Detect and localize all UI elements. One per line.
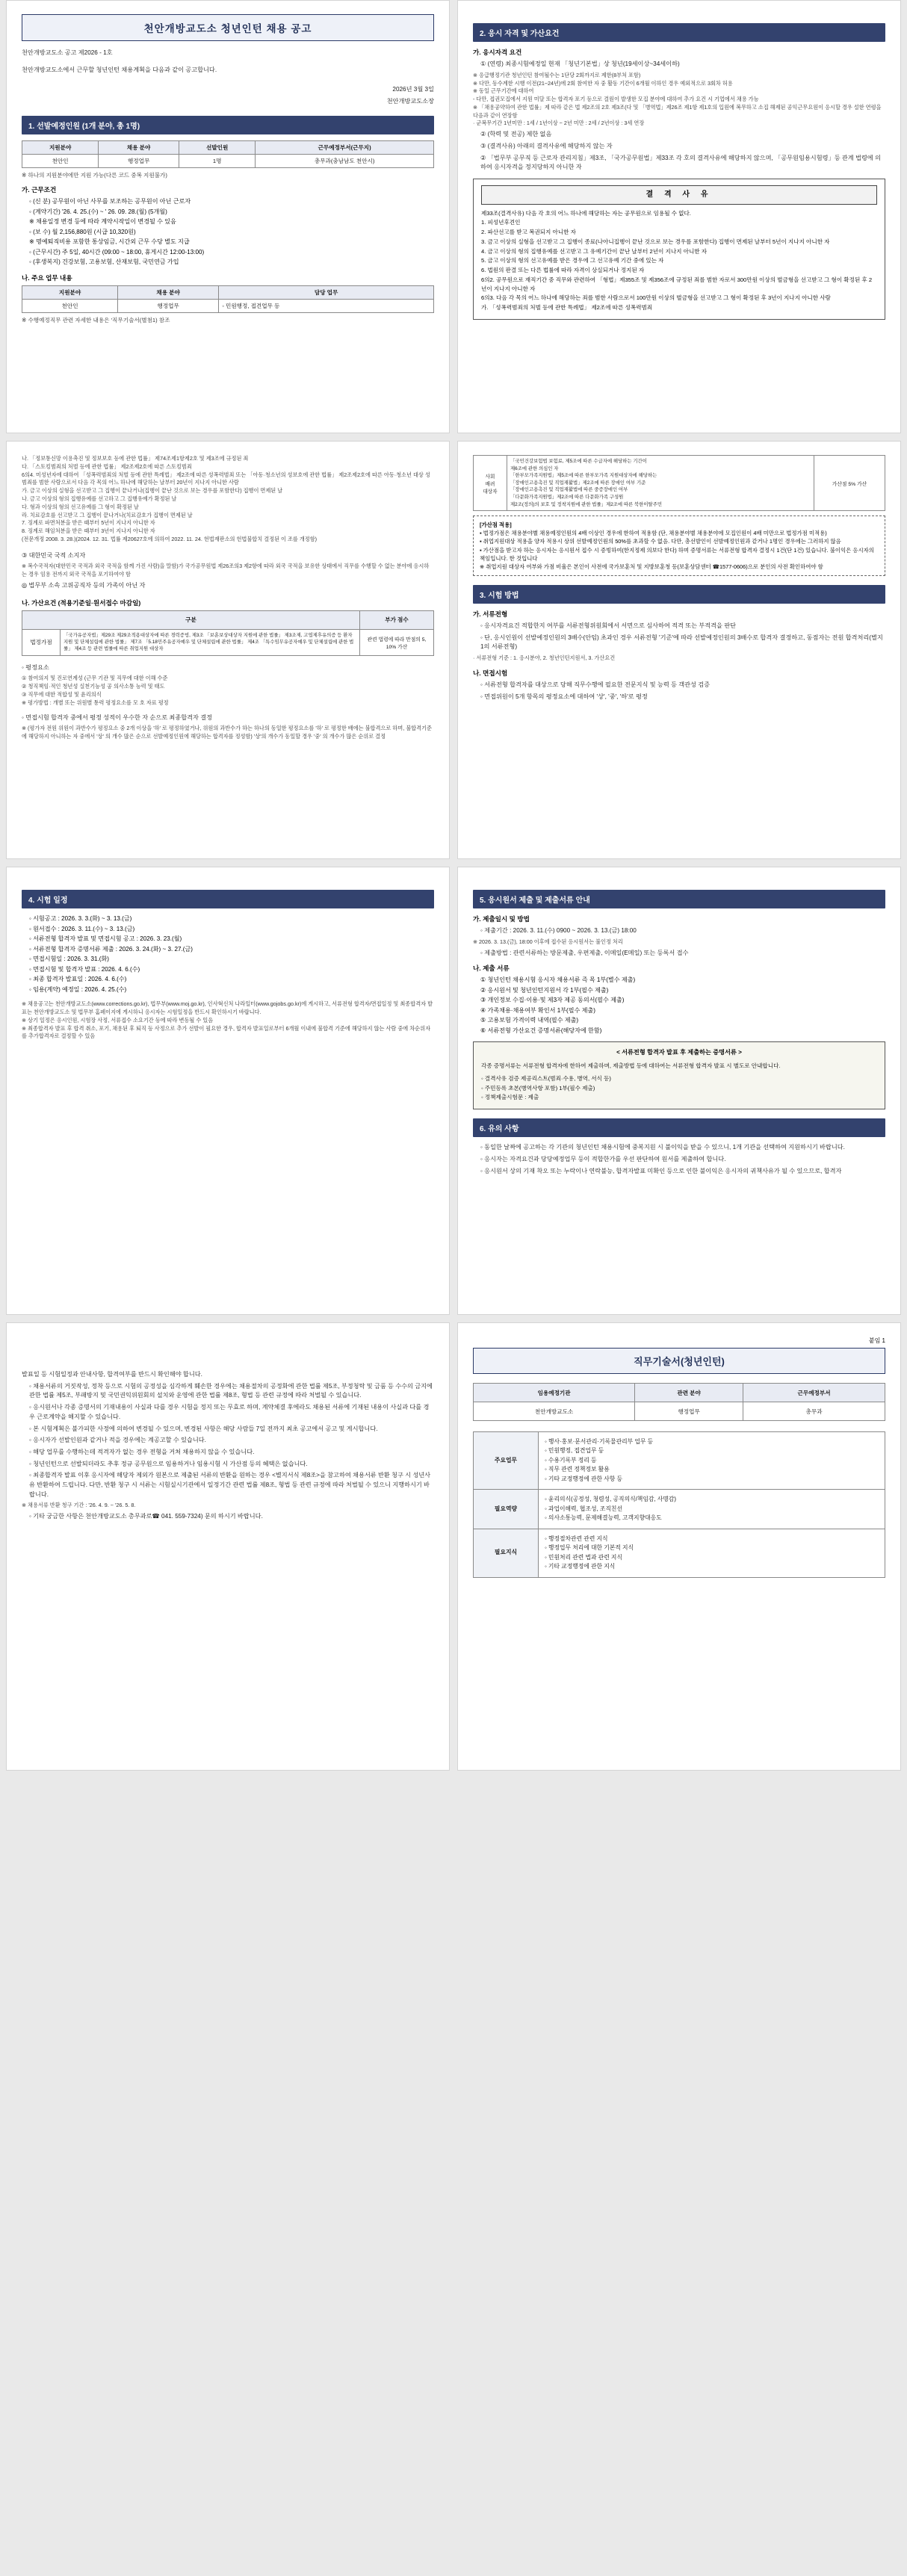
post-screening-title: < 서류전형 합격자 발표 후 제출하는 증명서류 >	[616, 1049, 742, 1056]
law-clause: 8. 징계로 해임처분을 받은 때부터 3년이 지나지 아니한 자	[22, 527, 155, 535]
submission-note: ※ 2026. 3. 13.(금), 18:00 이후에 접수된 응시원서는 불인정 처리	[473, 938, 623, 945]
th-category: 채용 분야	[99, 140, 179, 154]
interview-item: ◦ 서류전형 합격자를 대상으로 당해 직무수행에 필요한 전문지식 및 능력 등 객관성 검증	[480, 681, 711, 688]
document-screening-criteria: · 서류전형 기준 : 1. 응시분야, 2. 청년인턴지원서, 3. 가산요건	[473, 654, 616, 662]
line: ◦ 행정업무 처리에 대한 기본적 지식	[545, 1544, 634, 1552]
list-item: ④ 가족채용·채용여부 확인서 1부(필수 제출)	[480, 1006, 595, 1014]
line: ◦ 직무 관련 정책정보 활용	[545, 1466, 610, 1473]
disqualification-item: 4. 금고 이상의 형의 집행유예를 선고받고 그 유예기간이 끝난 날부터 2년이 지나지 아니한 자	[481, 247, 708, 255]
section-5-heading: 5. 응시원서 제출 및 제출서류 안내	[473, 890, 885, 908]
submission-item: ◦ 제출기간 : 2026. 3. 11.(수) 0900 ~ 2026. 3. 13.(금) 18:00	[480, 927, 637, 934]
disqualification-item: 6의2. 공무원으로 재직기간 중 직무와 관련하여 「형법」제355조 및 제356조에 규정된 죄를 범한 자로서 300만원 이상의 벌금형을 선고받고 그 형이 확정된 후 2년이 지나지 아니한 자	[481, 276, 873, 292]
cell-applicant-label: 사회 배려 대상자	[474, 456, 507, 511]
qualification-title: 가. 응시자격 요건	[473, 49, 522, 56]
disqualification-item: 6. 법원의 판결 또는 다른 법률에 따라 자격이 상실되거나 정지된 자	[481, 267, 645, 274]
th-division: 구분	[22, 610, 360, 629]
list-item: ◦ 임용(계약) 예정일 : 2026. 4. 25.(수)	[29, 985, 127, 993]
qualification-sub: ※ 응급행정기관 청년인턴 참여될수는 1단당 2회까지로 제한(8부처 포함)	[473, 71, 641, 78]
schedule-list	[22, 914, 434, 994]
law-clause: (전문개정 2008. 3. 28.)(2024. 12. 31. 법률 제20627호에 의하여 2022. 11. 24. 헌법재판소의 헌법불합치 결정된 이 조를 개정함)	[22, 535, 318, 542]
law-clause: 나. 「정보통신망 이용촉진 및 정보보호 등에 관한 법률」 제74조제1항제2호 및 제3조에 규정된 죄	[22, 455, 249, 462]
list-item: ◦ (보 수) 월 2,156,880원 (시급 10,320원)	[29, 228, 136, 235]
notice-issuer: 천안개방교도소장	[386, 98, 434, 105]
cell-field: 천안인	[22, 299, 118, 312]
schedule-note: ※ 상기 일정은 응시인원, 시험장 사정, 서류접수 소요기간 등에 따라 변동될 수 있음	[22, 1016, 214, 1024]
list-item: ◦ (후생복지) 건강보험, 고용보험, 산재보험, 국민연금 가입	[29, 258, 179, 266]
qualification-sub: - 다만, 접권모집에서 지원 미달 또는 합격자 포기 등으로 결원이 발생한 모집 분야에 대하여 추가 요건 시 기업에서 채용 가능	[473, 96, 759, 103]
line: ◦ 의사소통능력, 문제해결능력, 고객지향대응도	[545, 1514, 662, 1522]
qualification-item: ① (연령) 최종시험예정일 현재 「청년기본법」상 청년(19세이상~34세이하)	[480, 61, 680, 67]
law-clause: 가. 금고 이상의 실형을 선고받고 그 집행이 끝나거나(집행이 끝난 것으로 보는 경우를 포함한다) 집행이 면제된 날	[22, 487, 283, 495]
th-dept: 근무예정부서(근무지)	[256, 140, 434, 154]
selection-count-table	[22, 140, 434, 168]
caution-item: ◦ 동일한 날짜에 공고하는 각 기관의 청년인턴 채용시험에 중복지원 시 불이익을 받을 수 있으니, 1개 기관을 선택하여 지원하시기 바랍니다.	[480, 1144, 845, 1151]
cell-organization: 천안개방교도소	[474, 1402, 635, 1421]
page-row-3	[0, 867, 907, 1315]
table-row	[22, 629, 434, 655]
post-screening-docs-box	[473, 1041, 885, 1109]
post-screening-item: ◦ 결격사유 검증 제공리스트(범죄·수용, 병역, 서식 등)	[481, 1074, 611, 1082]
evaluation-item: ① 참여의지 및 진로연계성 (근무 기관 및 직무에 대한 이해 수준	[22, 675, 168, 682]
cell-category: 행정업무	[99, 154, 179, 167]
list-item: ※ 명예퇴직비용 포함한 통상임금, 시간외 근무 수당 별도 지급	[29, 238, 190, 246]
main-duties-table	[22, 285, 434, 313]
list-item: ◦ 서류전형 합격자 증명서류 제출 : 2026. 3. 24.(화) ~ 3. 27.(금)	[29, 945, 193, 953]
post-screening-item: ◦ 주민등록 초본(병역사항 포함) 1부(필수 제출)	[481, 1084, 595, 1092]
cell-bonus-rate: 가산점 5% 가산	[814, 456, 885, 511]
table-row	[22, 299, 434, 312]
attachment-label: 붙임 1	[868, 1337, 885, 1344]
final-selection-note: ◦ 면접시험 합격자 중에서 평정 성적이 우수한 자 순으로 최종합격자 결정	[22, 713, 213, 721]
job-detail-table	[473, 1431, 885, 1578]
qualification-sub: ※ 다만, 동수계한 시행 이전(21~24년)에 2회 참여한 자 중 활동 기간이 6개월 이하인 경우 예외적으로 3회차 허용	[473, 79, 733, 87]
caution-continued: ◦ 청년인턴으로 선발되더라도 추후 정규 공무원으로 임용하거나 임용시험 시 가산점 등의 혜택은 없습니다.	[29, 1460, 308, 1467]
cell-knowledge	[539, 1529, 885, 1577]
caution-continued: ◦ 최종합격자 발표 이후 응시자에 해당자 제외가 원본으로 제출된 서류의 반환을 원하는 경우 <별지서식 제8조>을 참고하여 채용서류 반환 청구 시 성년사유 반환하여 드립니다. 다만, 반환 청구 시 서류는 시험실시기관에서 일정기간 관련 법률 제8조, 형법 등 관련 규정에 따라 처벌될 수 있으니 지행하시기 바랍니다.	[29, 1472, 431, 1498]
law-reference: ② 「법무부 공무직 등 근로자 관리지침」제3조, 「국가공무원법」제33조 각 호의 결격사유에 해당하지 않으며, 「공무원임용시험령」등 관계 법령에 의하여 응시자격을 정지당하지 아니한 자	[480, 154, 881, 171]
disqualification-intro: 제33조(결격사유) 다음 각 호의 어느 하나에 해당하는 자는 공무원으로 임용될 수 없다.	[481, 209, 691, 217]
sheet-3-right	[457, 867, 901, 1315]
sheet-1-left	[6, 0, 450, 433]
evaluation-item: ② 청직책임·적인 청년성 실천기능성 공 의사소통 능력 및 태도	[22, 683, 165, 690]
law-clause: 6의4. 미성년자에 대하여 「성폭력범죄의 처벌 등에 관한 특례법」 제2조에 따른 성폭력범죄 또는 「아동·청소년의 성보호에 관한 법률」 제2조제2호에 따른 아동·청소년 대상 성범죄를 범한 사람으로서 다음 각 목의 어느 하나에 해당하는 날부터 20년이 지나지 아니한 사람	[22, 471, 430, 486]
list-item: ◦ 면접시험 및 합격자 발표 : 2026. 4. 6.(수)	[29, 965, 140, 973]
section-4-heading: 4. 시험 일정	[22, 890, 434, 908]
cell-category-knowledge: 필요지식	[474, 1529, 539, 1577]
disqualification-item: 1. 피성년후견인	[481, 219, 521, 226]
list-item: ◦ (근무시간) 주 5일, 40시간 (09:00 ~ 18:00, 휴게시간 12:00-13:00)	[29, 248, 205, 256]
qualification-sub: ※ 동일 근무기간에 대하여	[473, 87, 534, 95]
evaluation-title: ◦ 평정요소	[22, 663, 49, 671]
family-restriction: ◎ 법무부 소속 고위공직자 등의 가족이 아닌 자	[22, 582, 146, 589]
th-field: 지원분야	[22, 285, 118, 299]
disqualification-item: 가. 「성폭력범죄의 처벌 등에 관한 특례법」 제2조에 따른 성폭력범죄	[481, 304, 653, 312]
sheet-4-right	[457, 1322, 901, 1771]
post-screening-item: ◦ 정책제출시험문 : 제출	[481, 1094, 539, 1101]
line: 제2조(정의)의 보호 및 정착지원에 관한 법률」제2조에 따른 북한이탈주민	[510, 501, 663, 507]
evaluation-method: ※ 평가방법 : 개별 또는 위원별 통력 평정요소를 모 호 자료 평정	[22, 699, 169, 706]
bonus-box-item: ▪ 가산점을 받고자 하는 응시자는 응시원서 접수 시 증빙하여(한지정제 의보다 한다) 하며 증명서류는 서류전형 합격자 결정시 1건(단 1건) 있습니다. 불이익은 응시자의 책임입니다. 한 것입니다	[480, 546, 874, 562]
line: ◦ 윤리의식(공정성, 청렴성, 공직의식/책임감, 사명감)	[545, 1496, 676, 1503]
law-clause: 다. 「스토킹범죄의 처벌 등에 관한 법률」 제2조제2호에 따른 스토킹범죄	[22, 462, 192, 470]
page-row-2	[0, 441, 907, 859]
disqualification-box	[473, 179, 885, 320]
notice-number: 천안개방교도소 공고 제2026 - 1호	[22, 49, 113, 56]
table-row	[22, 154, 434, 167]
list-item: ③ 개인정보 수집·이용·및 제3자 제공 동의서(필수 제출)	[480, 997, 625, 1004]
line: ◦ 행정절차관련 관련 지식	[545, 1535, 608, 1542]
th-organization: 임용예정기관	[474, 1384, 635, 1402]
th-category: 채용 분야	[118, 285, 219, 299]
cell-field: 천안인	[22, 154, 99, 167]
post-screening-sub: 각종 증명서류는 서류전형 합격자에 한하여 제출하며, 제출방법 등에 대하여는 서류전형 합격자 발표 시 별도로 안내합니다.	[481, 1062, 781, 1070]
list-item: ◦ 원서접수 : 2026. 3. 11.(수) ~ 3. 13.(금)	[29, 925, 135, 932]
list-item: ⑥ 서류전형 가산요건 증명서류(해당자에 한함)	[480, 1027, 602, 1034]
cell-competency	[539, 1490, 885, 1529]
th-field: 지원분야	[22, 140, 99, 154]
line: ◦ 행사·홍보·문서관리·기록물관리부 업무 등	[545, 1438, 654, 1445]
qualification-sub: · 군복무기간 1년미만 : 1세 / 1년이상 ~ 2년 미만 : 2세 / 2년이상 : 3세 연장	[473, 120, 645, 127]
th-duty: 담당 업무	[219, 285, 434, 299]
caution-item: ◦ 응시원서 상의 기재 착오 또는 누락이나 연락불능, 합격자발표 미확인 등으로 인한 불이익은 응시자의 귀책사유가 될 수 있으므로, 합격자	[480, 1167, 842, 1174]
interview-item: ◦ 면접위원이 5개 항목의 평정요소에 대하여 '상', '중', '하'로 평정	[480, 693, 648, 700]
cell-main-duties	[539, 1432, 885, 1490]
list-item: ① 청년인턴 채용시험 응시자 채용서류 즉 목 1부(별수 제출)	[480, 976, 636, 984]
line: 「한부모가족지원법」제5조에 따른 한부모가족 지원대상자에 해당하는	[510, 473, 657, 479]
contact-info: ◦ 기타 궁금한 사항은 천안개방교도소 총무과로☎ 041. 559-7324) 문의 하시기 바랍니다.	[29, 1513, 263, 1520]
cell-legal-bonus: 법정가점	[22, 629, 61, 655]
bonus-box-title: [가산점 적용]	[480, 521, 512, 529]
document-screening-item: ◦ 단, 응시인원이 선발예정인원의 3배수(안임) 초과인 경우 서류전형 '기준'에 따라 선발예정인원의 3배수로 합격자 결정하고, 동점자는 전원 합격처리(별지1의 서류전형)	[480, 634, 883, 651]
cell-field: 행정업무	[635, 1402, 743, 1421]
schedule-note: ※ 최종합격자 발표 후 합격 취소, 포기, 채용된 후 퇴직 등 사정으로 추가 선발이 필요한 경우, 합격자 발표일로부터 6개월 이내에 불합격 기준에 해당하지 않는 사람 중에 차순위자를 추가합격자로 결정할 수 있음	[22, 1024, 431, 1040]
cell-points: 관련 법령에 따라 만점의 5, 10% 가산	[360, 629, 434, 655]
list-item: ⑤ 고용보험 가격이력 내역(필수 제출)	[480, 1017, 579, 1024]
cell-dept: 총무과(충남남도 천안시)	[256, 154, 434, 167]
page-title: 천안개방교도소 청년인턴 채용 공고	[22, 14, 434, 41]
th-extra-points: 부가 점수	[360, 610, 434, 629]
caution-continued: ◦ 채용서류의 거짓작성, 정착 등으로 시험의 공정성을 심각하게 훼손한 경우에는 채용절차의 공정화에 관한 법률 제5조, 부정청탁 및 금품 등 수수의 금지에 관한 법률 제5조, 부패방지 및 국민권익위원회의 설치와 운영에 관한 법률 제8조, 형법 등 관련 규정에 따라 처벌될 수 있습니다.	[29, 1382, 433, 1399]
disqualification-item: 3. 금고 이상의 실형을 선고받고 그 집행이 종료(나아니집행이 끝난 것으로 보는 경우를 포함한다) 집행이 면제된 날부터 5년이 지나지 아니한 자	[481, 238, 830, 245]
notice-date: 2026년 3월 3일	[392, 86, 434, 93]
main-duties-title: 나. 주요 업무 내용	[22, 273, 72, 282]
disqualification-item: 2. 파산선고를 받고 복권되지 아니한 자	[481, 229, 576, 236]
line: ◦ 과업이해력, 협조성, 조직친선	[545, 1505, 622, 1512]
submission-item: ◦ 제출방법 : 관련서류하는 방문제출, 우편제출, 이메일(E메일) 또는 등록서 접수	[480, 949, 689, 956]
list-item: ※ 채용일정 변경 등에 따라 계약시작일이 변경될 수 있음	[29, 218, 176, 226]
page-row-4	[0, 1322, 907, 1771]
required-documents-list	[473, 976, 885, 1035]
table-row	[474, 1529, 885, 1577]
caution-continued: ◦ 응시자가 선발인원과 같거나 적을 경우에는 계공고할 수 있습니다.	[29, 1437, 206, 1444]
sheet-4-left	[6, 1322, 450, 1771]
law-clause: 라. 치료감호를 선고받고 그 집행이 끝나거나(치료감호가 집행이 면제된 날	[22, 511, 193, 518]
cell-category-main-duties: 주요업무	[474, 1432, 539, 1490]
cell-category-competency: 필요역량	[474, 1490, 539, 1529]
cell-socially-considered-list	[507, 456, 814, 511]
additional-bonus-table	[473, 455, 885, 511]
line: 「국민건강보험법 보험료, 제5조에 따른 수급자에 해당하는 기간이	[510, 459, 647, 464]
table-row	[474, 1432, 885, 1490]
bonus-points-title: 나. 가산요건 (적용기준일·원서접수 마감일)	[22, 598, 141, 607]
schedule-note: ※ 채용공고는 천안개방교도소(www.corrections.go.kr), 법무부(www.moj.go.kr), 인사혁신처 나라일터(www.gojobs.go.kr)에 게시하고, 서류전형 합격자/면접일정 및 최종합격자 발표는 천안개방교도소 및 법무부 홈페이지에 게시하니 응시자는 시험일정을 반드시 확인하시기 바랍니다.	[22, 1000, 433, 1016]
evaluation-item: ③ 직무에 대한 적합성 및 윤리의식	[22, 690, 102, 698]
caution-continued: ◦ 응시원서나 각종 증명서의 기재내용이 사실과 다를 경우 시험을 정지 또는 무효로 하며, 계약체결 후에라도 채용된 서류에 기재된 내용이 사실과 다를 경우 근로계약을 해지할 수 있습니다.	[29, 1404, 430, 1420]
job-org-table	[473, 1383, 885, 1421]
section-3-heading: 3. 시험 방법	[473, 585, 885, 604]
interview-title: 나. 면접시험	[473, 669, 508, 677]
nationality-requirement: ③ 대한민국 국적 소지자	[22, 551, 86, 559]
table-row	[474, 1402, 885, 1421]
caution-continued: ◦ 해당 업무를 수행하는데 적격자가 없는 경우 전형을 거쳐 채용하지 않을 수 있습니다.	[29, 1448, 255, 1455]
section-2-heading: 2. 응시 자격 및 가산요건	[473, 23, 885, 42]
law-clause: 나. 금고 이상의 형의 집행유예를 선고하고 그 집행유예가 확정된 날	[22, 495, 177, 502]
line: 「다문화가족지원법」제2조에 따른 다문화가족 구성원	[510, 495, 624, 501]
sheet-2-left	[6, 441, 450, 859]
bonus-application-box	[473, 515, 885, 576]
final-selection-sub: ※ (평가자 전원 위원이 과반수가 평정요소 중 2개 이상을 '하' 로 평정하였거나, 위원의 과반수가 하는 하나의 동일한 평정요소를 '하' 로 평정한 배에는 불합격으로 하며, 불합격기준에 해당하지 아니하는 자 중에서 '상' 의 개수 많은 순으로 선발예정인원에 해당하는 합격자를 정성함) '상'의 개수가 동일할 경우 '중' 의 개수가 많은 순위로 결정	[22, 725, 432, 740]
line: ◦ 수용기록부 정리 등	[545, 1456, 597, 1464]
bonus-box-item: ▪ 법정가점은 채용분야별 채용예정인원의 4배 이상인 경우에 한하여 적용함 (단, 채용분야별 채용분야에 모집인원이 4배 미만으로 법정가점 미적용)	[480, 530, 827, 537]
cell-dept: 총무과	[743, 1402, 885, 1421]
sheet-2-right	[457, 441, 901, 859]
table-row	[474, 1490, 885, 1529]
caution-continued: 발표일 등 시험일정과 안내사항, 합격여부를 반드시 확인해야 합니다.	[22, 1371, 202, 1378]
required-documents-title: 나. 제출 서류	[473, 965, 510, 973]
selection-note: ※ 하나의 지원분야에만 지원 가능(다른 코드 중복 지원불가)	[22, 171, 167, 179]
nationality-note: ※ 복수국적자(대한민국 국적과 외국 국적을 함께 가진 사람)을 말함)가 국가공무원법 제26조의3 제2항에 따라 외국 국적을 보유한 상태에서 직무를 수행할 수 없는 분야에 응시하는 경우 임용 전까지 외국 국적을 포기하여야 함	[22, 563, 430, 578]
line: ◦ 민원처리 관련 법과 관련 지식	[545, 1553, 622, 1561]
law-clause: 다. 형과 이상의 형의 선고유예를 그 형이 확정된 날	[22, 503, 139, 510]
work-conditions-list	[22, 197, 434, 267]
th-dept: 근무예정부서	[743, 1384, 885, 1402]
duties-note: ※ 수행예정직무 관련 자세한 내용은 '직무기술서(별첨1) 참조	[22, 316, 170, 323]
disqualification-title: 결 격 사 유	[481, 185, 877, 205]
bonus-box-item: ▪ 취업지원대상 적용을 양자 적용시 상위 선발예정인원의 50%를 초과할 수 없음. 다만, 총선발인이 선발예정인원과 같거나 1명인 경우에는 그러하지 않음	[480, 538, 841, 545]
line: 「장애인고용촉진 및 직업재활법에 따른 중증장애인 여부	[510, 487, 628, 493]
bonus-points-table	[22, 610, 434, 656]
qualification-item: ③ (결격사유) 아래의 결격사유에 해당하지 않는 자	[480, 142, 613, 149]
cell-duty: ◦ 민원행정, 접견업무 등	[219, 299, 434, 312]
th-count: 선발인원	[179, 140, 256, 154]
section-6-heading: 6. 유의 사항	[473, 1118, 885, 1137]
document-screening-title: 가. 서류전형	[473, 610, 508, 618]
caution-item: ◦ 응시자는 자격요건과 당당예정업무 등이 적합한가를 우선 판단하여 원서를 제출하여 합니다.	[480, 1155, 726, 1162]
caution-continued: ◦ 본 시험계획은 불가피한 사정에 의하여 변경될 수 있으며, 변경된 사항은 해당 사람들 7일 전까지 최초 공고에서 공고 및 게시합니다.	[29, 1425, 378, 1432]
bonus-box-item: ※ 취업지원 대상자 여부와 가점 비율은 본인이 사전에 국가보훈처 및 지방보훈청 등(보훈상담센터 ☎1577-0606)으로 분인의 사전 확인하여야 함	[480, 563, 823, 570]
list-item: ◦ 서류전형 합격자 발표 및 면접시험 공고 : 2026. 3. 23.(월)	[29, 935, 182, 943]
disqualification-item: 6의3. 다음 각 목의 어느 하나에 해당하는 죄를 범한 사람으로서 100만원 이상의 벌금형을 선고받고 그 형이 확정된 후 3년이 지나지 아니한 사람	[481, 294, 831, 302]
qualification-item: ② (학력 및 전공) 제한 없음	[480, 131, 552, 138]
document-screening-item: ◦ 응시자격요건 적합한지 여부를 서류전형위원회에서 서면으로 심사하여 적격 또는 부적격을 판단	[480, 622, 737, 629]
th-field: 관련 분야	[635, 1384, 743, 1402]
law-clause: 7. 징계로 파면처분을 받은 때부터 5년이 지나지 아니한 자	[22, 519, 155, 527]
list-item: ◦ 최종 합격자 발표일 : 2026. 4. 6.(수)	[29, 976, 127, 983]
list-item: ◦ 시험공고 : 2026. 3. 3.(화) ~ 3. 13.(금)	[29, 915, 132, 922]
work-conditions-title: 가. 근무조건	[22, 186, 57, 194]
line: 제6조에 관한 의심인 자	[510, 465, 559, 471]
document-return-period: ※ 채용서류 반환 청구 기간 : '26. 4. 9. ~ '26. 5. 8.	[22, 1502, 136, 1509]
sheet-1-right	[457, 0, 901, 433]
cell-category: 행정업무	[118, 299, 219, 312]
qualification-sub: ※ 「채용공약하여 관한 법률」제 따라 같은 법 제2조의 2호 제3조(다 및 「병역법」제26조 제1항 제1호의 입원에 복무하고 소집 해제된 공익근무요원이 응시할 경우 설한 연령을 다음과 같이 연장함	[473, 103, 882, 119]
line: ◦ 민원행정, 접견업무 등	[545, 1447, 604, 1455]
list-item: ◦ (신 분) 공무원이 아닌 사무를 보조하는 공무원이 아닌 근로자	[29, 198, 191, 205]
intro-text: 천안개방교도소에서 근무할 청년인턴 채용계획을 다음과 같이 공고합니다.	[22, 66, 217, 73]
list-item: ◦ (계약기간) '26. 4. 25.(수) ~ ' 26. 09. 28.(월) (5개월)	[29, 208, 167, 215]
disqualification-item: 5. 금고 이상의 형의 선고유예를 받은 경우에 그 선고유예 기간 중에 있는 자	[481, 257, 664, 264]
cell-count: 1명	[179, 154, 256, 167]
list-item: ② 응시원서 및 청년인턴지원서 각 1부(필수 제출)	[480, 986, 609, 994]
line: ◦ 기타 교정행정에 관한 지식	[545, 1563, 616, 1570]
list-item: ◦ 면접시험일 : 2026. 3. 31.(화)	[29, 956, 109, 963]
page-row-1	[0, 0, 907, 433]
line: ◦ 기타 교정행정에 관한 사항 등	[545, 1475, 622, 1482]
table-row	[474, 456, 885, 511]
submission-method-title: 가. 제출일시 및 방법	[473, 915, 530, 923]
cell-law-list: 「국가유공자법」제29조 제29조적용대상자에 따른 경력증빙, 제3조 「보훈보상대상자 지원에 관한 법률」 제3조제, 고엽제후유의증 등 환자지원 및 단체설립에 관한 법률」 제7조 「5.18민주유공자예우 및 단체설립에 관한 법률」 제4조 「특수임무유공자예우 및 단체설립에 관한 법률」 제4조 등 관련 법률에 따른 취업지원 대상자	[61, 629, 360, 655]
sheet-3-left	[6, 867, 450, 1315]
section-1-heading: 1. 선발예정인원 (1개 분야, 총 1명)	[22, 116, 434, 134]
line: 「장애인고용촉진 및 직업재활법」제2조에 따른 장애인 여부 기준	[510, 480, 646, 486]
job-description-title: 직무기술서(청년인턴)	[473, 1348, 885, 1374]
